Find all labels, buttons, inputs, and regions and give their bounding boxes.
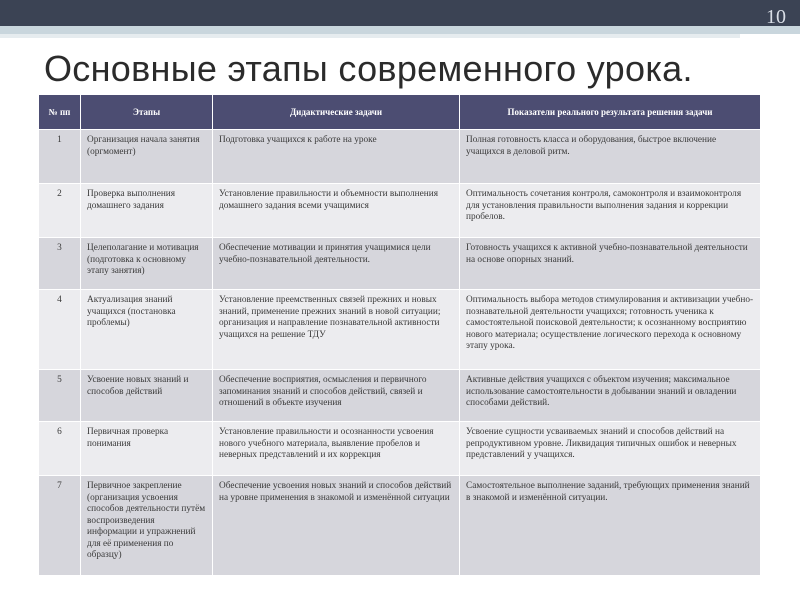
table-row xyxy=(39,370,761,422)
row-stage: Целеполагание и мотивация (подготовка к основному этапу занятия) xyxy=(81,238,213,290)
row-task: Обеспечение усвоения новых знаний и способов действий на уровне применения в знакомой и изменённой ситуации xyxy=(213,476,460,576)
row-stage: Организация начала занятия (оргмомент) xyxy=(81,130,213,184)
row-result: Готовность учащихся к активной учебно-познавательной деятельности на основе опорных знаний. xyxy=(460,238,761,290)
row-number: 1 xyxy=(39,130,81,184)
row-task: Обеспечение мотивации и принятия учащимися цели учебно-познавательной деятельности. xyxy=(213,238,460,290)
table-header-row xyxy=(39,95,761,130)
row-task: Установление преемственных связей прежних и новых знаний, применение прежних знаний в новой ситуации; организация и направление познавательной активности учащихся на решение ТДУ xyxy=(213,290,460,370)
row-result: Активные действия учащихся с объектом изучения; максимальное использование самостоятельности в добывании знаний и овладении способами действий. xyxy=(460,370,761,422)
row-task: Обеспечение восприятия, осмысления и первичного запоминания знаний и способов действий, связей и отношений в объекте изучения xyxy=(213,370,460,422)
row-result: Усвоение сущности усваиваемых знаний и способов действий на репродуктивном уровне. Ликвидация типичных ошибок и неверных представлений у учащихся. xyxy=(460,422,761,476)
row-result: Оптимальность выбора методов стимулирования и активизации учебно-познавательной деятельности учащихся; готовность ученика к самостоятельной поисковой деятельности; к осознанному восприятию нового материала; осуществление логического перехода к основному этапу урока. xyxy=(460,290,761,370)
table-row xyxy=(39,130,761,184)
row-number: 4 xyxy=(39,290,81,370)
row-stage: Первичная проверка понимания xyxy=(81,422,213,476)
row-result: Самостоятельное выполнение заданий, требующих применения знаний в знакомой и изменённой ситуации. xyxy=(460,476,761,576)
header-band xyxy=(0,0,800,26)
row-number: 6 xyxy=(39,422,81,476)
row-stage: Проверка выполнения домашнего задания xyxy=(81,184,213,238)
table-row xyxy=(39,184,761,238)
row-stage: Первичное закрепление (организация усвоения способов деятельности путём воспроизведения информации и упражнений для её применения по образцу) xyxy=(81,476,213,576)
row-task: Установление правильности и осознанности усвоения нового учебного материала, выявление пробелов и неверных представлений и их коррекция xyxy=(213,422,460,476)
slide-number: 10 xyxy=(766,6,786,28)
header-number: № пп xyxy=(39,95,81,130)
table-row xyxy=(39,476,761,576)
table-row xyxy=(39,238,761,290)
row-number: 3 xyxy=(39,238,81,290)
row-number: 5 xyxy=(39,370,81,422)
header-tasks: Дидактические задачи xyxy=(213,95,460,130)
table-row xyxy=(39,290,761,370)
table-row xyxy=(39,422,761,476)
row-number: 2 xyxy=(39,184,81,238)
header-accent-line xyxy=(0,34,740,38)
slide-title: Основные этапы современного урока. xyxy=(44,48,693,89)
lesson-stages-table xyxy=(38,94,761,576)
row-result: Полная готовность класса и оборудования, быстрое включение учащихся в деловой ритм. xyxy=(460,130,761,184)
row-stage: Актуализация знаний учащихся (постановка проблемы) xyxy=(81,290,213,370)
row-stage: Усвоение новых знаний и способов действий xyxy=(81,370,213,422)
row-number: 7 xyxy=(39,476,81,576)
header-stages: Этапы xyxy=(81,95,213,130)
header-results: Показатели реального результата решения задачи xyxy=(460,95,761,130)
header-stripe xyxy=(0,26,800,34)
row-task: Подготовка учащихся к работе на уроке xyxy=(213,130,460,184)
row-task: Установление правильности и объемности выполнения домашнего задания всеми учащимися xyxy=(213,184,460,238)
row-result: Оптимальность сочетания контроля, самоконтроля и взаимоконтроля для установления правильности выполнения задания и коррекции пробелов. xyxy=(460,184,761,238)
